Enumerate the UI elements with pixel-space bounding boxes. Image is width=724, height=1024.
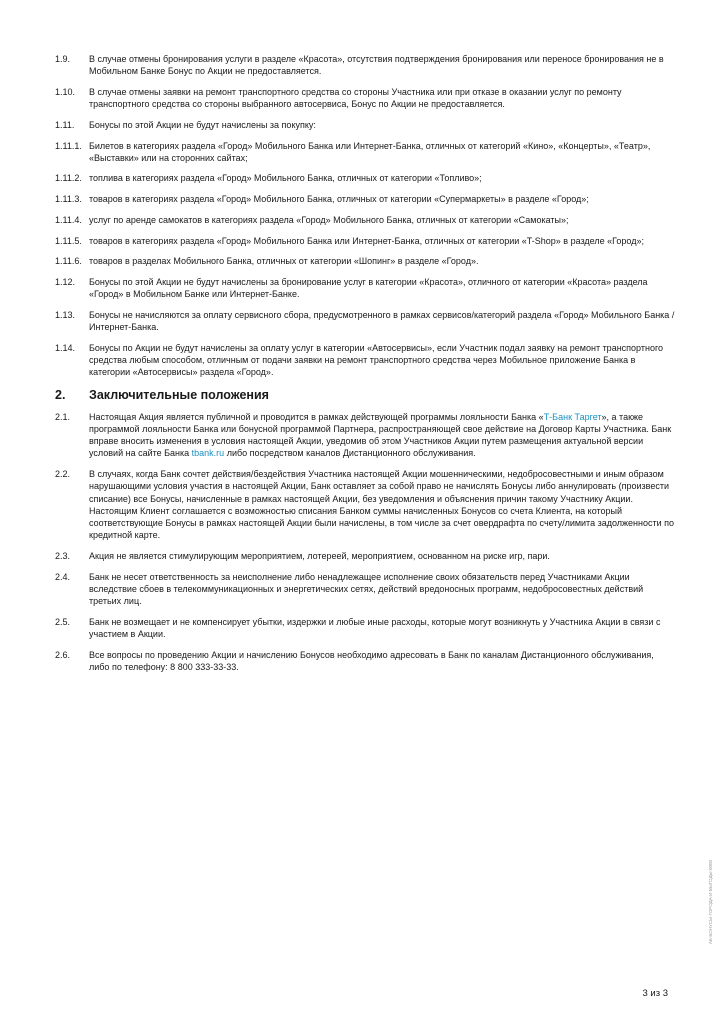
tbank-site-link[interactable]: tbank.ru	[191, 448, 225, 459]
clause-item	[55, 616, 675, 640]
clause-text: услуг по аренде самокатов в категориях раздела «Город» Мобильного Банка, отличных от категории «Самокаты»;	[89, 214, 569, 225]
clause-text: товаров в категориях раздела «Город» Мобильного Банка или Интернет-Банка, отличных от категории «T-Shop» в разделе «Город»;	[89, 235, 644, 246]
t-bank-target-link[interactable]: Т-Банк Таргет	[543, 411, 602, 422]
clause-number: 2.5.	[55, 616, 71, 627]
clause-2-1	[55, 411, 675, 460]
clause-item	[55, 468, 675, 541]
clause-item	[55, 235, 675, 247]
clauses-section-1	[55, 53, 675, 378]
clause-text-part: », а также программой лояльности Банка или бонусной программой Партнера, распространяющей свое действие на Договор Карты Участника. Банк вправе вносить изменения в условия настоящей Акции, уведомив об этом Участников Акции путем размещения актуальной версии условий на сайте Банка	[89, 411, 672, 459]
clause-text: В случаях, когда Банк сочтет действия/бездействия Участника настоящей Акции мошенническими, недобросовестными и иным образом нарушающими условия участия в настоящей Акции, Банк оставляет за собой право не начислять Бонусы либо аннулировать (произвести списание) все Бонусы, начисленные в рамках настоящей Акции, без уведомления и объяснения причин такому Участнику Акции. Настоящим Клиент соглашается с возможностью списания Банком суммы начисленных Бонусов со счета Клиента, на который соответствующие Бонусы в рамках настоящей Акции были начислены, в том числе за счет овердрафта по счету/лимита задолженности по кредитной карте.	[89, 469, 675, 541]
clause-number: 1.13.	[55, 309, 76, 320]
clause-number: 1.11.2.	[55, 173, 82, 184]
clause-number: 1.11.3.	[55, 194, 82, 205]
clause-text: Бонусы по этой Акции не будут начислены за бронирование услуг в категории «Красота», отличного от категории «Красота» раздела «Город» в Мобильном Банке или Интернет-Банке.	[89, 276, 648, 300]
clause-text	[89, 411, 675, 460]
clause-item	[55, 86, 675, 110]
clause-number: 2.3.	[55, 550, 71, 561]
clause-number: 1.11.5.	[55, 235, 82, 246]
clause-item	[55, 550, 675, 562]
clause-text: Бонусы по Акции не будут начислены за оплату услуг в категории «Автосервисы», если Участник подал заявку на ремонт транспортного средства любым способом, отличным от подачи заявки на ремонт транспортного средства через Мобильное приложение Банка в категории «Автосервисы» раздела «Город».	[89, 342, 664, 378]
clause-item	[55, 309, 675, 333]
clause-number: 1.12.	[55, 276, 76, 287]
clause-text: В случае отмены заявки на ремонт транспортного средства со стороны Участника или при отказе в оказании услуг по ремонту транспортного средства со стороны выбранного автосервиса, Бонус по Акции не предоставляется.	[89, 86, 622, 110]
clause-number: 1.11.	[55, 119, 75, 130]
page-number: 3 из 3	[642, 988, 668, 999]
clause-text: Все вопросы по проведению Акции и начислению Бонусов необходимо адресовать в Банк по каналам Дистанционного обслуживания, либо по телефону: 8 800 333-33-33.	[89, 649, 654, 672]
clause-number: 1.11.4.	[55, 214, 82, 225]
clause-item	[55, 571, 675, 608]
clause-number: 1.11.1.	[55, 140, 82, 151]
clause-text: Бонусы по этой Акции не будут начислены за покупку:	[89, 119, 316, 130]
clause-text-part: Настоящая Акция является публичной и проводится в рамках действующей программы лояльности Банка «	[89, 411, 544, 422]
clauses-section-2	[55, 468, 675, 673]
clause-number: 1.10.	[55, 86, 76, 97]
clause-text: В случае отмены бронирования услуги в разделе «Красота», отсутствия подтверждения бронирования или переносе бронирования не в Мобильном Банке Бонус по Акции не предоставляется.	[89, 54, 664, 77]
clause-text: топлива в категориях раздела «Город» Мобильного Банка, отличных от категории «Топливо»;	[89, 173, 482, 184]
clause-text-part: либо посредством каналов Дистанционного обслуживания.	[224, 448, 476, 459]
clause-item	[55, 342, 675, 379]
clause-item	[55, 276, 675, 300]
clause-number: 2.6.	[55, 649, 71, 660]
section-number: 2.	[55, 387, 66, 402]
clause-item	[55, 119, 675, 131]
clause-number: 2.1.	[55, 411, 71, 422]
clause-item	[55, 214, 675, 226]
clause-item	[55, 53, 675, 77]
clause-number: 2.2.	[55, 469, 71, 480]
clause-number: 1.14.	[55, 342, 76, 353]
section-heading	[55, 387, 675, 403]
clause-item	[55, 172, 675, 184]
clause-number: 1.11.6.	[55, 256, 82, 267]
clause-item	[55, 649, 675, 673]
clause-text: Билетов в категориях раздела «Город» Мобильного Банка или Интернет-Банка, отличных от категорий «Кино», «Концерты», «Театр», «Выставки» или на сторонних сайтах;	[89, 140, 651, 163]
clause-text: Акция не является стимулирующим мероприятием, лотереей, мероприятием, основанном на риске игр, пари.	[89, 550, 550, 561]
clause-number: 2.4.	[55, 571, 71, 582]
clause-item	[55, 140, 675, 164]
document-body	[55, 53, 675, 682]
section-title: Заключительные положения	[89, 387, 269, 402]
clause-text: товаров в разделах Мобильного Банка, отличных от категории «Шопинг» в разделе «Город».	[89, 256, 479, 267]
clause-text: Банк не несет ответственность за неисполнение либо ненадлежащее исполнение своих обязательств перед Участниками Акции вследствие сбоев в телекоммуникационных и энергетических сетях, действий вредоносных программ, недобросовестных действий третьих лиц.	[89, 571, 644, 606]
clause-text: товаров в категориях раздела «Город» Мобильного Банка, отличных от категории «Супермаркеты» в разделе «Город»;	[89, 194, 589, 205]
clause-text: Банк не возмещает и не компенсирует убытки, издержки и любые иные расходы, которые могут возникнуть у Участника Акции в связи с участием в Акции.	[89, 616, 661, 639]
clause-number: 1.9.	[55, 54, 71, 64]
side-note: АБ-БОНУСЫ-ГОРОДА-И-ВЫГОДЫ-0000	[708, 860, 713, 945]
clause-item	[55, 255, 675, 267]
clause-text: Бонусы не начисляются за оплату сервисного сбора, предусмотренного в рамках сервисов/категорий раздела «Город» Мобильного Банка / Интернет-Банка.	[89, 309, 675, 333]
clause-item	[55, 193, 675, 205]
